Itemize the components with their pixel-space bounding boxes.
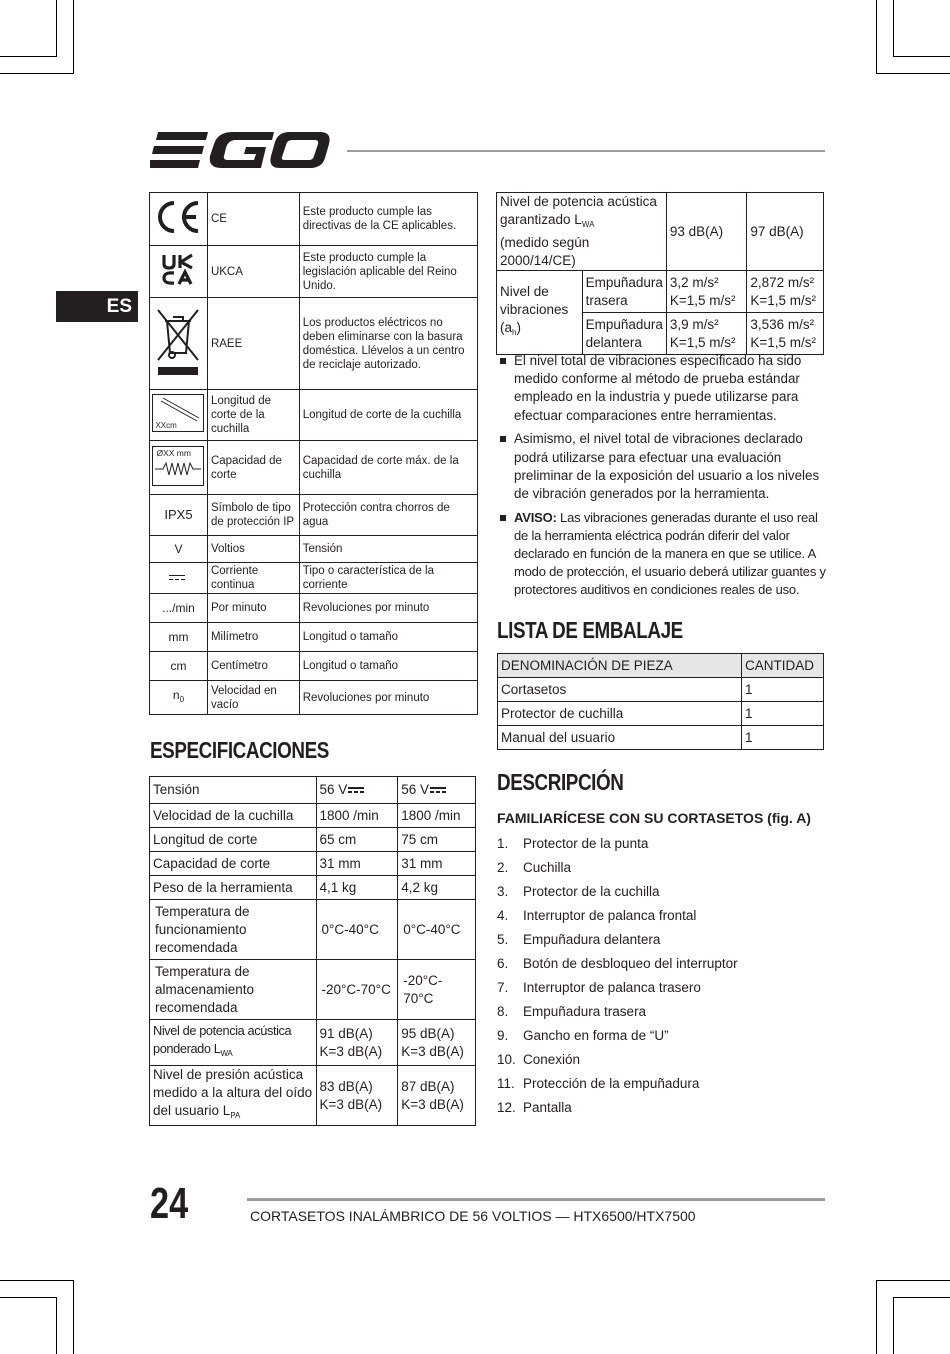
symbol-row	[150, 681, 478, 715]
table-cell: 1	[742, 702, 824, 726]
table-cell: RAEE	[207, 298, 299, 390]
specifications-title: ESPECIFICACIONES	[150, 737, 329, 763]
table-cell: Protector de cuchilla	[498, 702, 742, 726]
table-cell: 0°C-40°C	[316, 900, 398, 960]
symbol-table	[149, 192, 478, 715]
table-cell: 97 dB(A)	[747, 193, 824, 271]
list-item: 12. Pantalla	[497, 1100, 572, 1115]
ego-logo	[150, 130, 330, 170]
table-cell: Longitud de corte de la cuchilla	[299, 390, 477, 441]
table-cell: 3,536 m/s² K=1,5 m/s²	[747, 313, 824, 355]
list-item: 3. Protector de la cuchilla	[497, 884, 660, 899]
language-tab: ES	[56, 291, 138, 322]
spec-row	[150, 828, 476, 852]
table-cell: -20°C-70°C	[398, 960, 476, 1020]
symbol-row	[150, 298, 478, 390]
table-cell: Revoluciones por minuto	[299, 594, 477, 623]
list-item: 10. Conexión	[497, 1052, 581, 1067]
table-cell: 87 dB(A) K=3 dB(A)	[398, 1066, 476, 1126]
symbol-row	[150, 390, 478, 441]
list-item: 5. Empuñadura delantera	[497, 932, 661, 947]
table-cell: CANTIDAD	[742, 654, 824, 678]
table-cell: -20°C-70°C	[316, 960, 398, 1020]
table-cell	[150, 441, 208, 495]
symbol-row	[150, 246, 478, 298]
table-cell: Milímetro	[207, 623, 299, 652]
table-cell: Tipo o característica de la corriente	[299, 563, 477, 594]
table-cell: 3,2 m/s² K=1,5 m/s²	[666, 271, 746, 313]
footer-title: CORTASETOS INALÁMBRICO DE 56 VOLTIOS — HTX6500/HTX7500	[250, 1208, 696, 1224]
symbol-row	[150, 193, 478, 246]
spec-row	[150, 876, 476, 900]
table-cell: 1800 /min	[316, 804, 398, 828]
table-cell: 91 dB(A) K=3 dB(A)	[316, 1020, 398, 1066]
table-cell: UKCA	[207, 246, 299, 298]
list-item: El nivel total de vibraciones especificado ha sido medido conforme al método de prueba estándar empleado en la industria y puede utilizarse para efectuar comparaciones entre herramientas.	[497, 352, 827, 425]
list-item: AVISO: Las vibraciones generadas durante el uso real de la herramienta eléctrica podrán diferir del valor declarado en función de la manera en que se utilice. A modo de protección, el usuario deberá utilizar guantes y protectores auditivos en condiciones reales de uso.	[497, 509, 827, 600]
table-cell: Manual del usuario	[498, 726, 742, 750]
specifications-table	[149, 776, 476, 1126]
table-cell: 4,1 kg	[316, 876, 398, 900]
table-cell: 1	[742, 678, 824, 702]
vibration-notes	[497, 352, 827, 605]
table-cell: 1	[742, 726, 824, 750]
table-cell: Capacidad de corte	[207, 441, 299, 495]
table-cell	[150, 298, 208, 390]
table-cell: CE	[207, 193, 299, 246]
table-cell: Longitud o tamaño	[299, 652, 477, 681]
spec-row	[150, 1020, 476, 1066]
symbol-row	[150, 495, 478, 536]
table-cell: Capacidad de corte	[150, 852, 317, 876]
table-cell: $n_0$	[150, 681, 208, 715]
table-cell: Velocidad de la cuchilla	[150, 804, 317, 828]
table-row	[498, 702, 824, 726]
table-cell: 65 cm	[316, 828, 398, 852]
packing-list-table	[497, 653, 824, 750]
noise-vibration-table	[496, 192, 824, 355]
table-row	[498, 678, 824, 702]
table-cell	[150, 563, 208, 594]
table-cell: 0°C-40°C	[398, 900, 476, 960]
table-row	[498, 654, 824, 678]
spec-row	[150, 900, 476, 960]
table-cell: Tensión	[150, 777, 317, 804]
list-item: 4. Interruptor de palanca frontal	[497, 908, 697, 923]
table-cell: 56 V	[398, 777, 476, 804]
table-cell: Símbolo de tipo de protección IP	[207, 495, 299, 536]
table-cell: Empuñadura delantera	[582, 313, 666, 355]
list-item: 6. Botón de desbloqueo del interruptor	[497, 956, 738, 971]
table-cell: Temperatura de funcionamiento recomendada	[150, 900, 317, 960]
table-cell: Velocidad en vacío	[207, 681, 299, 715]
spec-row	[150, 804, 476, 828]
table-cell: 95 dB(A) K=3 dB(A)	[398, 1020, 476, 1066]
symbol-row	[150, 563, 478, 594]
page-number: 24	[150, 1179, 189, 1228]
table-cell: Nivel de potencia acústica garantizado $L_{WA}$ (medido según 2000/14/CE)	[497, 193, 667, 271]
list-item: Asimismo, el nivel total de vibraciones declarado podrá utilizarse para efectuar una evaluación preliminar de la exposición del usuario a los niveles de vibración generados por la herramienta.	[497, 430, 827, 503]
table-cell: 75 cm	[398, 828, 476, 852]
table-cell: Temperatura de almacenamiento recomendada	[150, 960, 317, 1020]
table-cell: 93 dB(A)	[666, 193, 746, 271]
spec-row	[497, 193, 824, 271]
table-cell: Nivel de potencia acústica ponderado $L_{WA}$	[150, 1020, 317, 1066]
table-cell: 3,9 m/s² K=1,5 m/s²	[666, 313, 746, 355]
list-item: 7. Interruptor de palanca trasero	[497, 980, 701, 995]
direct-current-icon	[430, 786, 446, 794]
table-cell: Capacidad de corte máx. de la cuchilla	[299, 441, 477, 495]
table-cell: Tensión	[299, 536, 477, 563]
list-item: 1. Protector de la punta	[497, 836, 649, 851]
table-cell: Nivel de vibraciones $(a_h)$	[497, 271, 583, 355]
table-cell: 1800 /min	[398, 804, 476, 828]
table-cell: Los productos eléctricos no deben eliminarse con la basura doméstica. Llévelos a un centro de reciclaje autorizado.	[299, 298, 477, 390]
table-cell: Voltios	[207, 536, 299, 563]
table-cell: cm	[150, 652, 208, 681]
symbol-row	[150, 536, 478, 563]
table-cell	[150, 390, 208, 441]
table-cell: 56 V	[316, 777, 398, 804]
direct-current-icon	[348, 786, 364, 794]
direct-current-icon	[169, 574, 189, 582]
spec-row	[497, 271, 824, 313]
list-item: 8. Empuñadura trasera	[497, 1004, 647, 1019]
table-cell: .../min	[150, 594, 208, 623]
table-cell	[150, 246, 208, 298]
weee-bin-icon	[155, 368, 201, 380]
table-cell: Revoluciones por minuto	[299, 681, 477, 715]
header-rule	[347, 150, 825, 152]
table-cell: V	[150, 536, 208, 563]
table-cell: mm	[150, 623, 208, 652]
footer-rule	[247, 1198, 825, 1201]
table-cell: Empuñadura trasera	[582, 271, 666, 313]
symbol-cell	[150, 193, 208, 246]
table-cell: Corriente continua	[207, 563, 299, 594]
cutting-capacity-icon: ØXX mm	[152, 446, 204, 486]
blade-length-icon: XXcm	[152, 394, 204, 432]
table-cell: Longitud de corte de la cuchilla	[207, 390, 299, 441]
table-cell: Centímetro	[207, 652, 299, 681]
table-cell: Longitud o tamaño	[299, 623, 477, 652]
table-cell: Por minuto	[207, 594, 299, 623]
symbol-row	[150, 441, 478, 495]
table-cell: Nivel de presión acústica medido a la altura del oído del usuario $L_{PA}$	[150, 1066, 317, 1126]
spec-row	[150, 852, 476, 876]
description-subtitle: FAMILIARÍCESE CON SU CORTASETOS (fig. A)	[497, 810, 811, 826]
ce-mark-icon	[154, 226, 202, 238]
list-item: 9. Gancho en forma de “U”	[497, 1028, 669, 1043]
table-cell: Longitud de corte	[150, 828, 317, 852]
table-cell: 31 mm	[316, 852, 398, 876]
table-cell: 31 mm	[398, 852, 476, 876]
packing-list-title: LISTA DE EMBALAJE	[497, 617, 683, 643]
description-title: DESCRIPCIÓN	[497, 769, 624, 795]
symbol-row	[150, 652, 478, 681]
table-cell: Peso de la herramienta	[150, 876, 317, 900]
symbol-row	[150, 594, 478, 623]
table-cell: Cortasetos	[498, 678, 742, 702]
table-cell: IPX5	[150, 495, 208, 536]
ukca-mark-icon	[161, 278, 195, 290]
table-cell: 4,2 kg	[398, 876, 476, 900]
list-item: 2. Cuchilla	[497, 860, 572, 875]
table-cell: DENOMINACIÓN DE PIEZA	[498, 654, 742, 678]
spec-row	[150, 777, 476, 804]
spec-row	[150, 960, 476, 1020]
table-cell: Este producto cumple las directivas de la CE aplicables.	[299, 193, 477, 246]
spec-row	[150, 1066, 476, 1126]
table-cell: Protección contra chorros de agua	[299, 495, 477, 536]
table-row	[498, 726, 824, 750]
list-item: 11. Protección de la empuñadura	[497, 1076, 700, 1091]
parts-list	[497, 834, 738, 1122]
table-cell: Este producto cumple la legislación aplicable del Reino Unido.	[299, 246, 477, 298]
symbol-row	[150, 623, 478, 652]
table-cell: 2,872 m/s² K=1,5 m/s²	[747, 271, 824, 313]
table-cell: 83 dB(A) K=3 dB(A)	[316, 1066, 398, 1126]
